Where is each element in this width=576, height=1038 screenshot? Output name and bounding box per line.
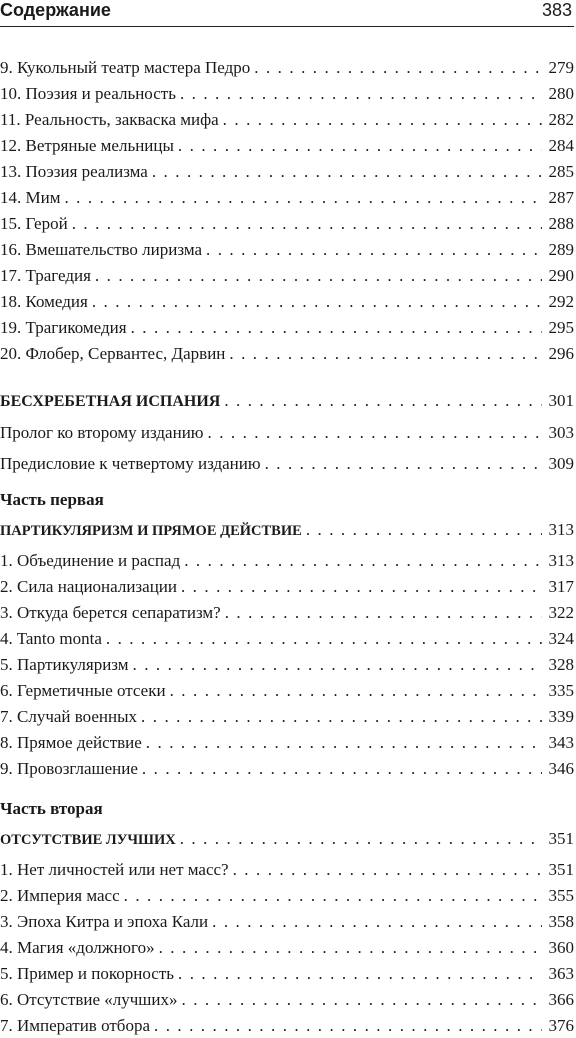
toc-entry-title: Пролог ко второму изданию (0, 423, 204, 442)
toc-entry[interactable] (0, 238, 574, 262)
toc-entry-title: 1. Объединение и распад (0, 551, 181, 570)
toc-section[interactable] (0, 389, 574, 413)
toc-entry-page: 296 (548, 344, 574, 363)
toc-entry-page: 317 (548, 577, 574, 596)
toc-entry-page: 335 (548, 681, 574, 700)
toc-entry-title: 2. Империя масс (0, 886, 120, 905)
dot-leader (95, 264, 542, 288)
toc-entry-title: БЕСХРЕБЕТНАЯ ИСПАНИЯ (0, 393, 221, 410)
toc-entry-page: 313 (548, 551, 574, 570)
toc-entry[interactable] (0, 108, 574, 132)
dot-leader (64, 186, 542, 210)
toc-entry-title: 4. Tanto monta (0, 629, 102, 648)
toc-entry-page: 358 (548, 912, 574, 931)
toc-entry-page: 287 (548, 188, 574, 207)
dot-leader (154, 1014, 542, 1038)
toc-entry[interactable] (0, 82, 574, 106)
toc-entry-title: 17. Трагедия (0, 266, 91, 285)
dot-leader (265, 452, 542, 476)
toc-entry[interactable] (0, 575, 574, 599)
toc-entry[interactable] (0, 910, 574, 934)
toc-entry[interactable] (0, 549, 574, 573)
dot-leader (184, 549, 542, 573)
dot-leader (181, 575, 542, 599)
toc-entry-page: 282 (548, 110, 574, 129)
dot-leader (92, 290, 542, 314)
toc-entry-page: 339 (548, 707, 574, 726)
header-title: Содержание (0, 0, 111, 20)
toc-entry-title: 20. Флобер, Сервантес, Дарвин (0, 344, 226, 363)
dot-leader (182, 988, 543, 1012)
toc-entry-page: 309 (548, 454, 574, 473)
toc-entry-title: 5. Пример и покорность (0, 964, 175, 983)
toc-entry[interactable] (0, 988, 574, 1012)
dot-leader (133, 653, 542, 677)
dot-leader (225, 601, 542, 625)
toc-entry-title: 1. Нет личностей или нет масс? (0, 860, 229, 879)
dot-leader (72, 212, 542, 236)
toc-entry-title: 14. Мим (0, 188, 61, 207)
dot-leader (180, 82, 542, 106)
toc-entry-title: 7. Случай военных (0, 707, 138, 726)
toc-entry-page: 301 (548, 391, 574, 410)
toc-entry-title: 10. Поэзия и реальность (0, 84, 176, 103)
toc-entry-title: 7. Императив отбора (0, 1016, 150, 1035)
toc-entry[interactable] (0, 212, 574, 236)
toc-entry-title: 15. Герой (0, 214, 68, 233)
toc-entry-title: 19. Трагикомедия (0, 318, 127, 337)
toc-entry[interactable] (0, 186, 574, 210)
toc-entry-page: 351 (548, 829, 574, 848)
part-heading: Часть первая (0, 490, 104, 509)
toc-entry-title: 5. Партикуляризм (0, 655, 129, 674)
toc-entry[interactable] (0, 601, 574, 625)
toc-entry[interactable] (0, 627, 574, 651)
toc-entry-title: 6. Герметичные отсеки (0, 681, 166, 700)
toc-entry-title: 4. Магия «должного» (0, 938, 155, 957)
dot-leader (106, 627, 542, 651)
dot-leader (142, 757, 542, 781)
toc-entry-page: 355 (548, 886, 574, 905)
toc-entry[interactable] (0, 264, 574, 288)
toc-entry-page: 289 (548, 240, 574, 259)
toc-entry[interactable] (0, 962, 574, 986)
toc-entry[interactable] (0, 858, 574, 882)
toc-entry-title: 3. Откуда берется сепаратизм? (0, 603, 221, 622)
toc-entry-title: 2. Сила национализации (0, 577, 177, 596)
dot-leader (141, 705, 542, 729)
toc-entry-page: 363 (548, 964, 574, 983)
dot-leader (208, 421, 543, 445)
header-page-number: 383 (541, 0, 572, 20)
dot-leader (178, 134, 542, 158)
dot-leader (146, 731, 542, 755)
toc-entry-page: 285 (548, 162, 574, 181)
toc-entry[interactable] (0, 160, 574, 184)
toc-entry-page: 346 (548, 759, 574, 778)
dot-leader (152, 160, 542, 184)
toc-entry-page: 366 (548, 990, 574, 1009)
toc-entry[interactable] (0, 134, 574, 158)
toc-entry[interactable] (0, 1014, 574, 1038)
toc-entry[interactable] (0, 452, 574, 476)
toc-entry-page: 288 (548, 214, 574, 233)
dot-leader (224, 389, 542, 413)
toc-entry-page: 313 (548, 520, 574, 539)
dot-leader (131, 316, 542, 340)
toc-entry-page: 290 (548, 266, 574, 285)
toc-entry-page: 322 (548, 603, 574, 622)
toc-entry[interactable] (0, 884, 574, 908)
toc-entry-page: 324 (548, 629, 574, 648)
toc-entry-page: 292 (548, 292, 574, 311)
toc-entry-page: 360 (548, 938, 574, 957)
toc-entry-page: 351 (548, 860, 574, 879)
toc-entry[interactable] (0, 56, 574, 80)
toc-entry-page: 295 (548, 318, 574, 337)
toc-entry-page: 376 (548, 1016, 574, 1035)
dot-leader (170, 679, 542, 703)
dot-leader (254, 56, 542, 80)
dot-leader (223, 108, 542, 132)
toc-entry-title: 12. Ветряные мельницы (0, 136, 174, 155)
toc-entry[interactable] (0, 290, 574, 314)
toc-entry-page: 328 (548, 655, 574, 674)
running-header (0, 0, 574, 27)
toc-entry[interactable] (0, 679, 574, 703)
toc-part-title[interactable] (0, 827, 574, 851)
dot-leader (206, 238, 542, 262)
toc-entry-title: Предисловие к четвертому изданию (0, 454, 261, 473)
toc-entry-page: 280 (548, 84, 574, 103)
dot-leader (180, 827, 542, 851)
toc-entry-title: 9. Кукольный театр мастера Педро (0, 58, 251, 77)
toc-entry[interactable] (0, 316, 574, 340)
toc-entry-title: 16. Вмешательство лиризма (0, 240, 203, 259)
toc-entry[interactable] (0, 421, 574, 445)
toc-entry-title: 9. Провозглашение (0, 759, 138, 778)
toc-entry[interactable] (0, 653, 574, 677)
toc-entry-page: 343 (548, 733, 574, 752)
toc-entry-page: 303 (548, 423, 574, 442)
toc-entry-title: 3. Эпоха Китра и эпоха Кали (0, 912, 209, 931)
toc-entry-title: 6. Отсутствие «лучших» (0, 990, 178, 1009)
toc-entry[interactable] (0, 757, 574, 781)
toc-entry[interactable] (0, 342, 574, 366)
part-heading: Часть вторая (0, 799, 103, 818)
toc-entry[interactable] (0, 936, 574, 960)
dot-leader (159, 936, 542, 960)
toc-entry-title: 13. Поэзия реализма (0, 162, 148, 181)
dot-leader (178, 962, 542, 986)
toc-entry-title: ОТСУТСТВИЕ ЛУЧШИХ (0, 832, 176, 848)
dot-leader (229, 342, 542, 366)
toc-entry-page: 279 (548, 58, 574, 77)
toc-entry-title: 8. Прямое действие (0, 733, 142, 752)
toc-entry-title: 18. Комедия (0, 292, 88, 311)
toc-entry-title: ПАРТИКУЛЯРИЗМ И ПРЯМОЕ ДЕЙСТВИЕ (0, 523, 302, 539)
toc-entry-page: 284 (548, 136, 574, 155)
dot-leader (124, 884, 542, 908)
dot-leader (306, 518, 542, 542)
dot-leader (233, 858, 542, 882)
dot-leader (212, 910, 542, 934)
toc-entry[interactable] (0, 705, 574, 729)
toc-part-title[interactable] (0, 518, 574, 542)
toc-entry[interactable] (0, 731, 574, 755)
toc-entry-title: 11. Реальность, закваска мифа (0, 110, 219, 129)
